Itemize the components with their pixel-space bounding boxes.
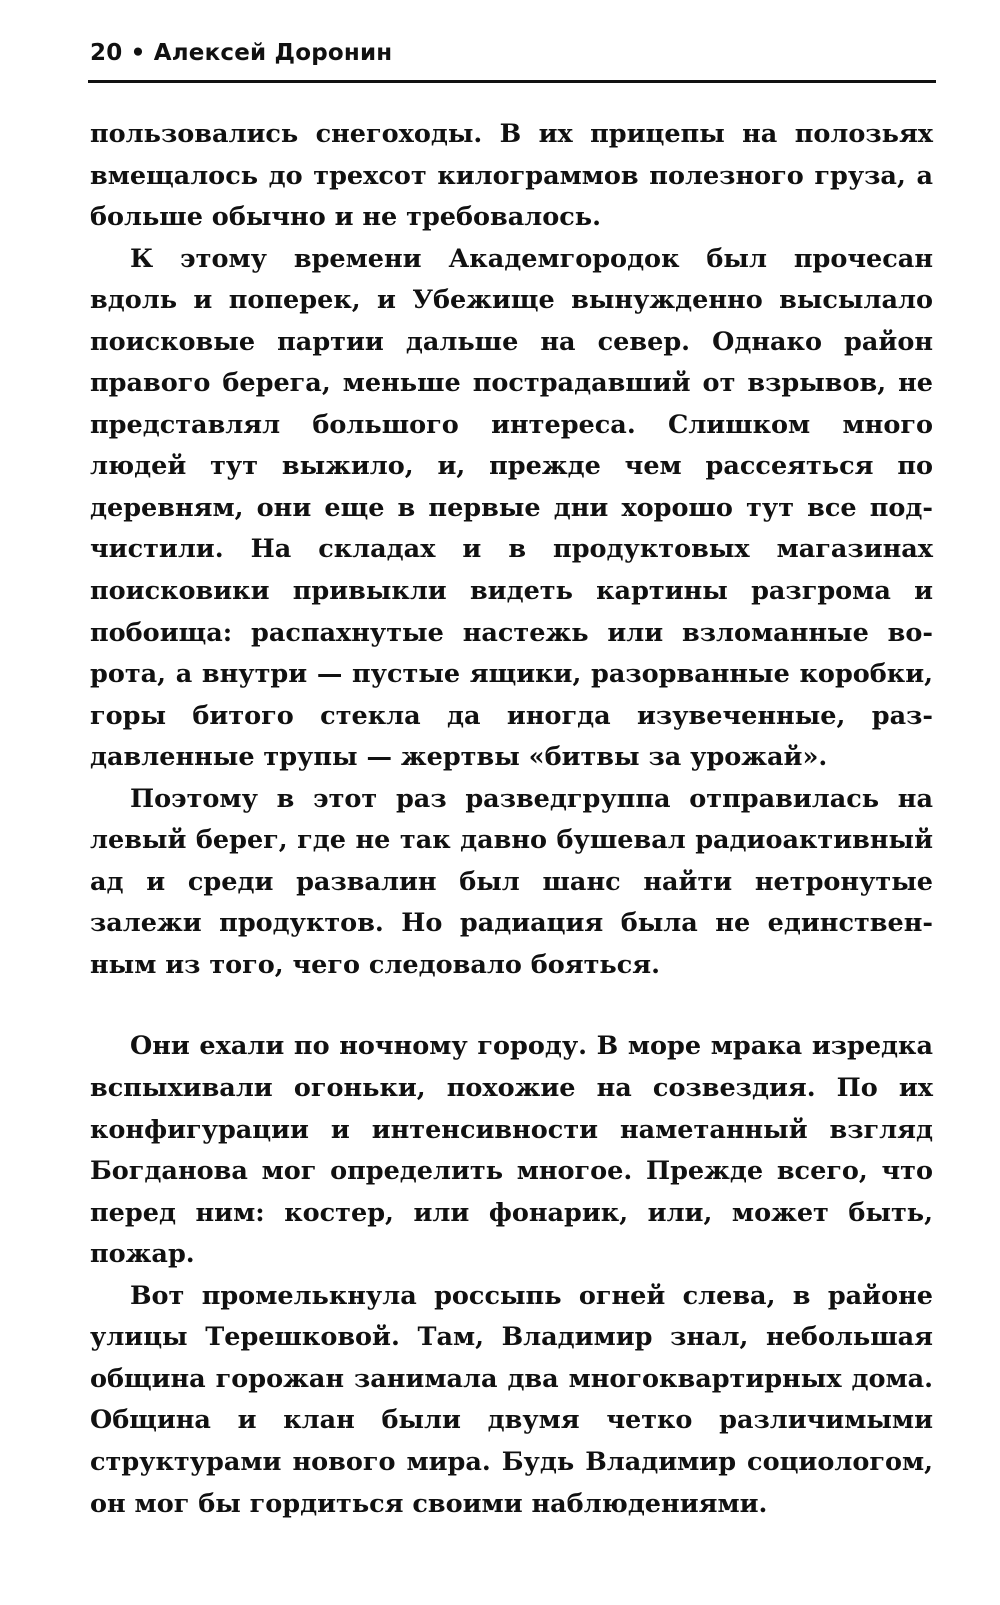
running-head: 20 • Алексей Доронин [90, 40, 393, 66]
paragraph-1: пользовались снегоходы. В их прицепы на полозьях вмещалось до трехсот килограммов полезного груза, а больше обычно и не требовалось. [90, 119, 933, 233]
paragraph-3: Поэтому в этот раз разведгруппа отправилась на левый берег, где не так давно бушевал радиоактивный ад и среди развалин был шанс найти нетронутые залежи продуктов. Но радиация была не единственным из того, чего следовало бояться. [90, 783, 933, 980]
header-rule [88, 80, 936, 83]
section-break [90, 986, 933, 1026]
paragraph-5: Вот промелькнула россыпь огней слева, в районе улицы Терешковой. Там, Владимир знал, небольшая община горожан занимала два многоквартирных дома. Община и клан были двумя четко различимыми структурами нового мира. Будь Владимир социологом, он мог бы гордиться своими наблюдениями. [90, 1280, 933, 1519]
page-body [90, 114, 933, 1525]
paragraph-2: К этому времени Академгородок был прочесан вдоль и поперек, и Убежище вынужденно высылало поисковые партии дальше на север. Однако район правого берега, меньше пострадавший от взрывов, не представлял большого интереса. Слишком много людей тут выжило, и, прежде чем рассеяться по деревням, они еще в первые дни хорошо тут все подчистили. На складах и в продуктовых магазинах поисковики привыкли видеть картины разгрома и побоища: распахнутые настежь или взломанные ворота, а внутри — пустые ящики, разорванные коробки, горы битого стекла да иногда изувеченные, раздавленные трупы — жертвы «битвы за урожай». [90, 243, 933, 773]
paragraph-4: Они ехали по ночному городу. В море мрака изредка вспыхивали огоньки, похожие на созвездия. По их конфигурации и интенсивности наметанный взгляд Богданова мог определить многое. Прежде всего, что перед ним: костер, или фонарик, или, может быть, пожар. [90, 1031, 933, 1270]
